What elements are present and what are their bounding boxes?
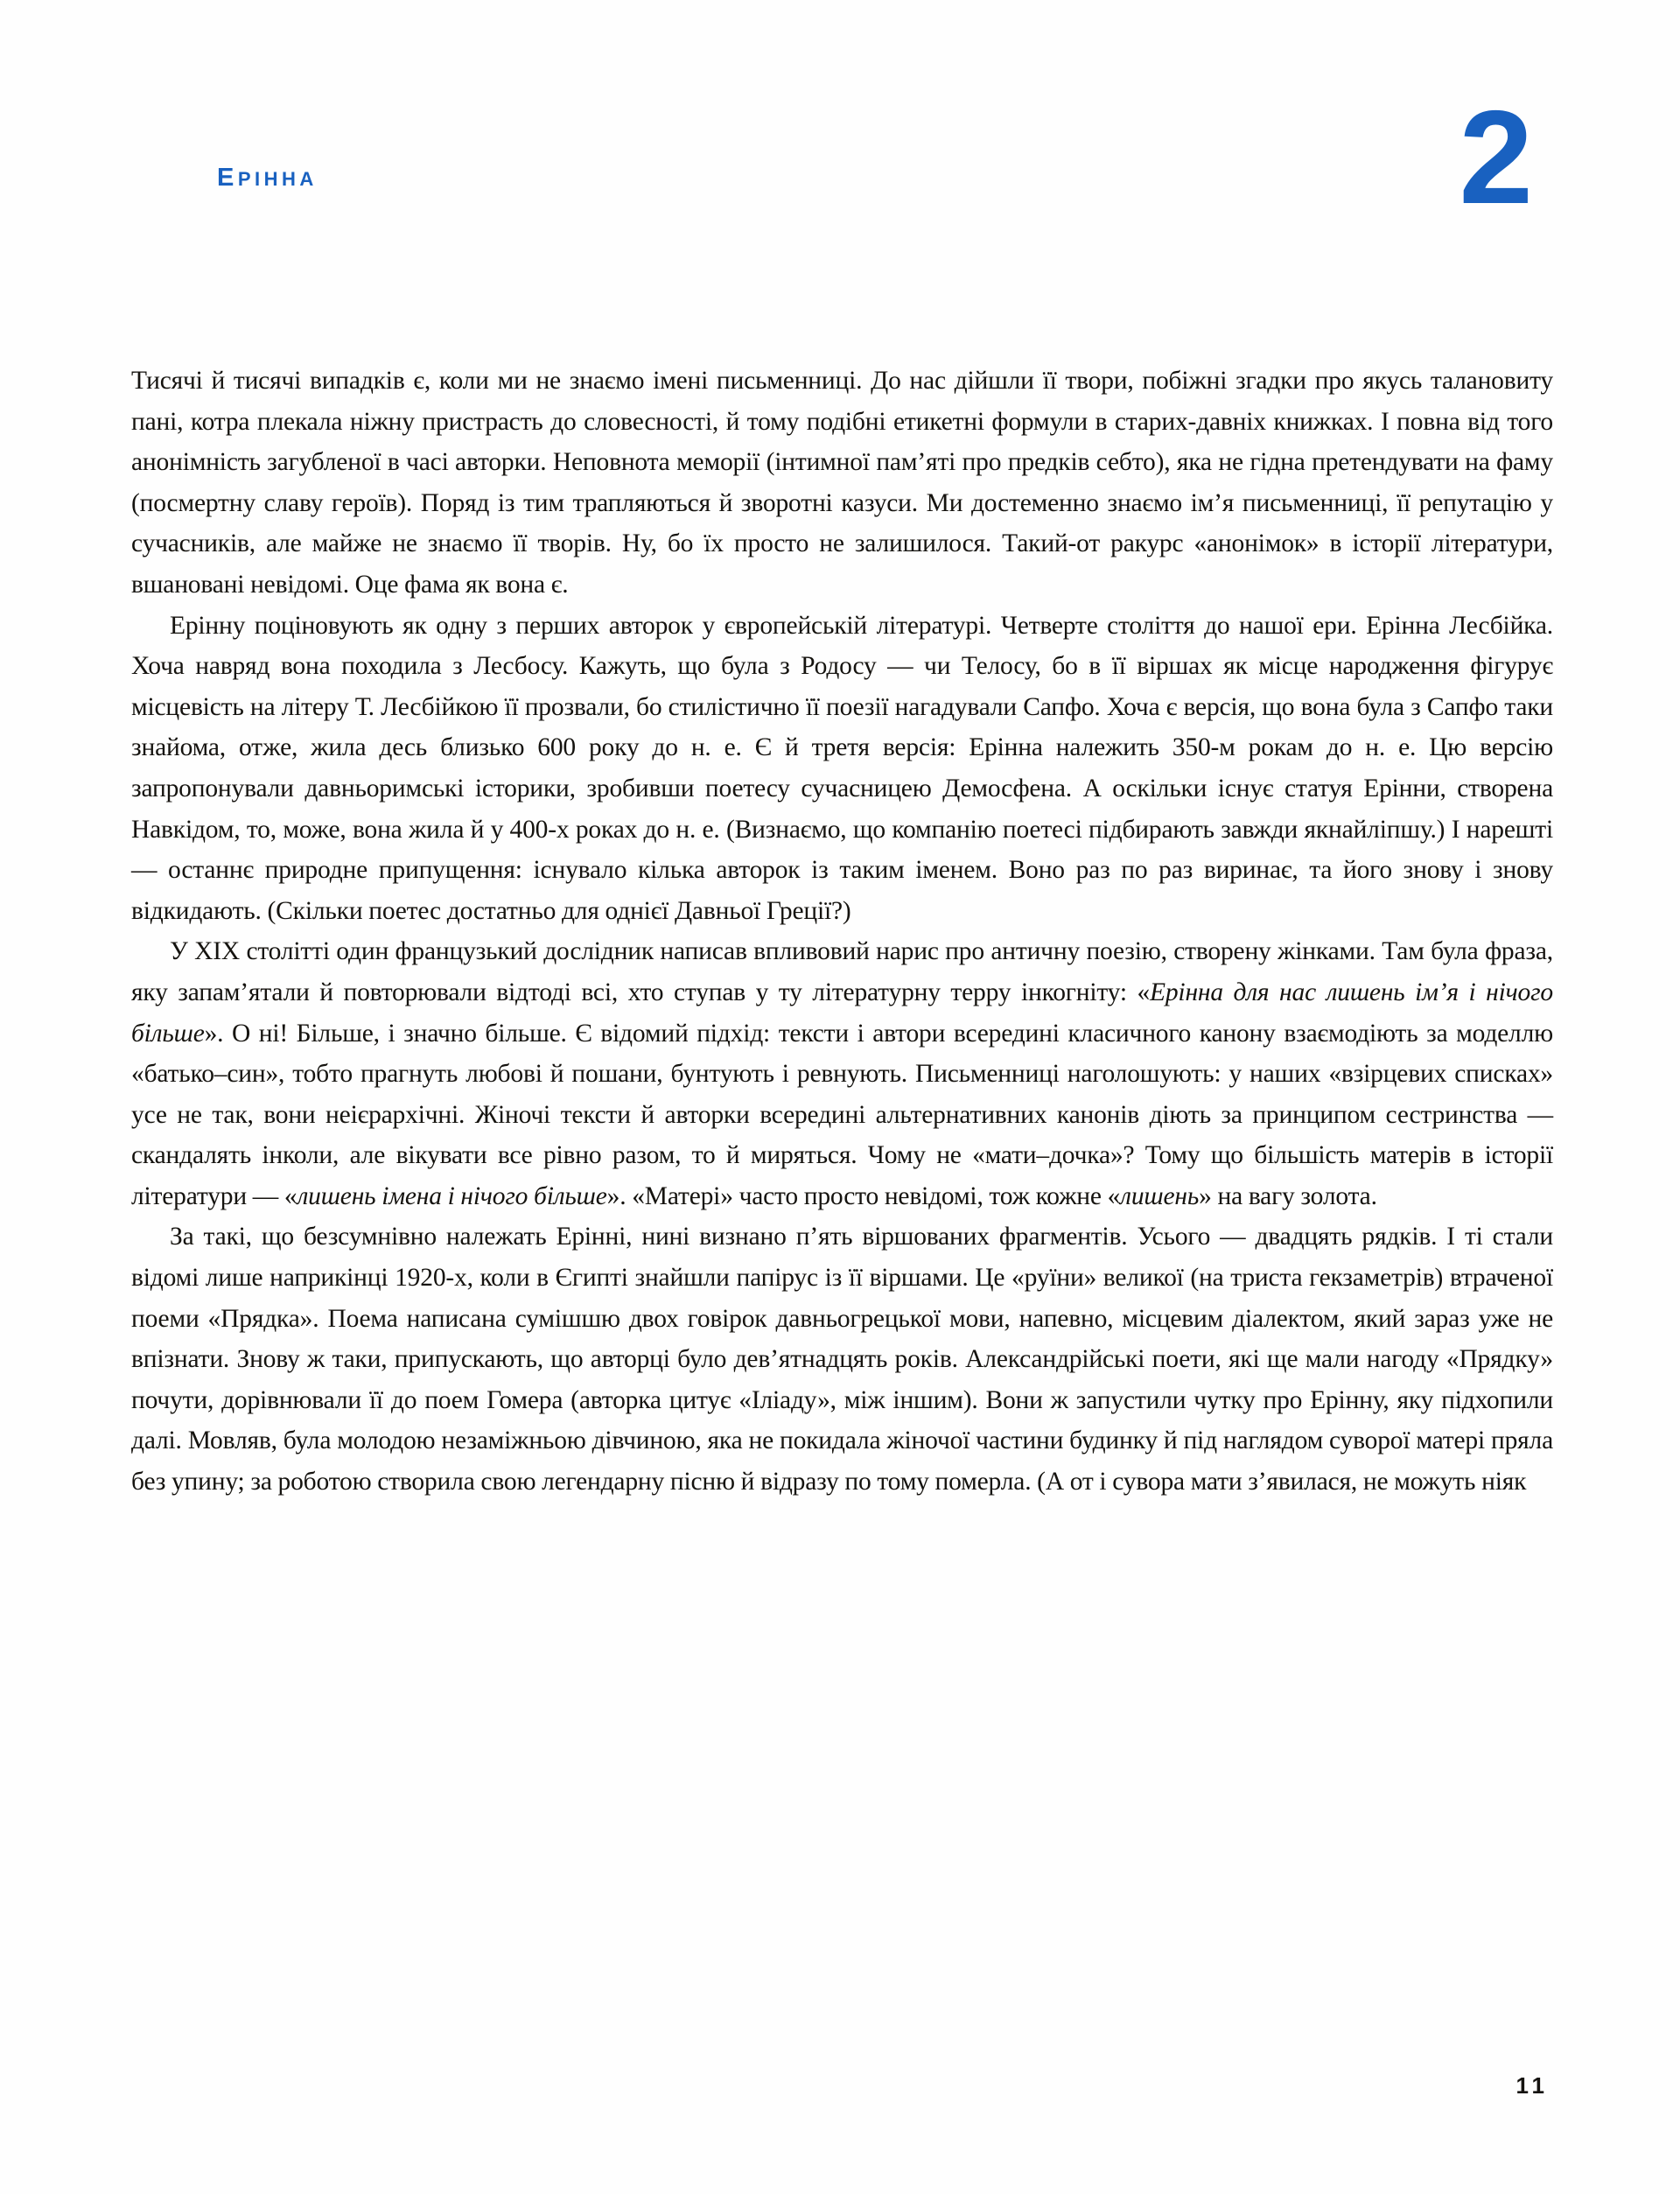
- body-text-column: [131, 361, 1553, 1503]
- paragraph-3-text-a: У ХІХ столітті один французький дослідник написав впливовий нарис про античну поезію, створену жінками. Там була фраза, яку запам’ятали й повторювали відтоді всі, хто ступав у ту літературну терру інкогніту: «: [131, 937, 1553, 1006]
- page-header: [131, 83, 1549, 263]
- page-number: 11: [1516, 2072, 1549, 2099]
- paragraph-3-text-b: ». О ні! Більше, і значно більше. Є відомий підхід: тексти і автори всередині класичного канону взаємодіють за моделлю «батько–син», тобто прагнуть любові й пошани, бунтують і ревнують. Письменниці наголошують: у наших «взірцевих списках» усе не так, вони неієрархічні. Жіночі тексти й авторки всередині альтернативних канонів діють за принципом сестринства — скандалять інколи, але вікувати все рівно разом, то й миряться. Чому не «мати–дочка»? Тому що більшість матерів в історії літератури — «: [131, 1019, 1553, 1210]
- quote-only: лишень: [1120, 1181, 1200, 1210]
- paragraph-2: Ерінну поціновують як одну з перших авторок у європейській літературі. Четверте століття до нашої ери. Ерінна Лесбійка. Хоча навряд вона походила з Лесбосу. Кажуть, що була з Родосу — чи Телосу, бо в її віршах як місце народження фігурує місцевість на літеру Т. Лесбійкою її прозвали, бо стилістично її поезії нагадували Сапфо. Хоча є версія, що вона була з Сапфо таки знайома, отже, жила десь близько 600 року до н. е. Є й третя версія: Ерінна належить 350-м рокам до н. е. Цю версію запропонували давньоримські історики, зробивши поетесу сучасницею Демосфена. А оскільки існує статуя Ерінни, створена Навкідом, то, може, вона жила й у 400-х роках до н. е. (Визнаємо, що компанію поетесі підбирають завжди якнайліпшу.) І нарешті — останнє природне припущення: існувало кілька авторок із таким іменем. Воно раз по раз виринає, та його знову і знову відкидають. (Скільки поетес достатньо для однієї Давньої Греції?): [131, 611, 1553, 925]
- paragraph-3-text-d: » на вагу золота.: [1199, 1181, 1377, 1210]
- chapter-number: 2: [1459, 83, 1530, 232]
- quote-erinna-only-a-name: Ерінна для нас лишень ім’я і нічого більше: [131, 978, 1553, 1048]
- quote-only-names-and-nothing-more: лишень імена і нічого більше: [297, 1181, 607, 1210]
- paragraph-4: За такі, що безсумнівно належать Ерінні, нині визнано п’ять віршованих фрагментів. Усього — двадцять рядків. І ті стали відомі лише наприкінці 1920-х, коли в Єгипті знайшли папірус із її віршами. Це «руїни» великої (на триста гекзаметрів) втраченої поеми «Прядка». Поема написана сумішшю двох говірок давньогрецької мови, напевно, місцевим діалектом, який зараз уже не впізнати. Знову ж таки, припускають, що авторці було дев’ятнадцять років. Александрійські поети, які ще мали нагоду «Прядку» почути, дорівнювали її до поем Гомера (авторка цитує «Іліаду», між іншим). Вони ж запустили чутку про Ерінну, яку підхопили далі. Мовляв, була молодою незаміжньою дівчиною, яка не покидала жіночої частини будинку й під наглядом суворої матері пряла без упину; за роботою створила свою легендарну пісню й відразу по тому померла. (А от і сувора мати з’явилася, не можуть ніяк: [131, 1223, 1553, 1497]
- paragraph-3-text-c: ». «Матері» часто просто невідомі, тож кожне «: [606, 1181, 1121, 1210]
- paragraph-3: [131, 931, 1553, 1216]
- chapter-title: ерінна: [217, 153, 318, 193]
- paragraph-1: Тисячі й тисячі випадків є, коли ми не знаємо імені письменниці. До нас дійшли її твори, побіжні згадки про якусь талановиту пані, котра плекала ніжну пристрасть до словесності, й тому подібні етикетні формули в старих-давніх книжках. І повна від того анонімність загубленої в часі авторки. Неповнота меморії (інтимної пам’яті про предків себто), яка не гідна претендувати на фаму (посмертну славу героїв). Поряд із тим трапляються й зворотні казуси. Ми достеменно знаємо ім’я письменниці, її репутацію у сучасників, але майже не знаємо її творів. Ну, бо їх просто не залишилося. Такий-от ракурс «анонімок» в історії літератури, вшановані невідомі. Оце фама як вона є.: [131, 367, 1553, 599]
